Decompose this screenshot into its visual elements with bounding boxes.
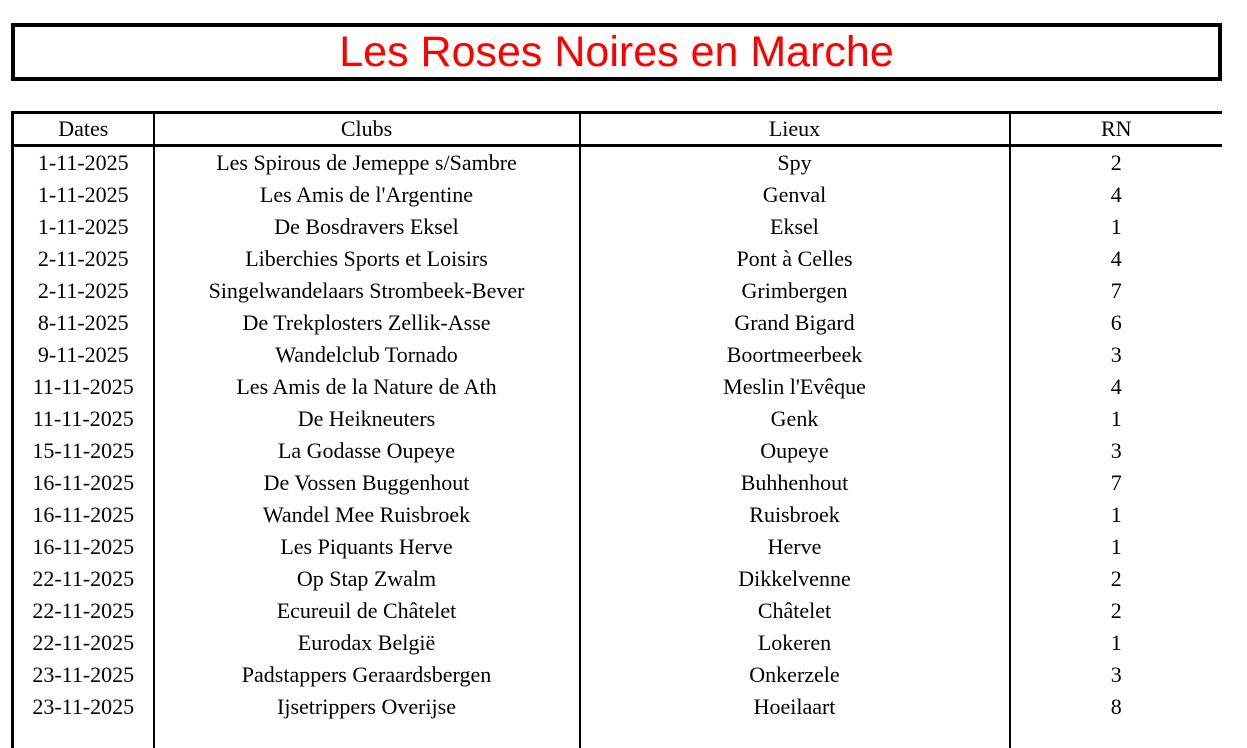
date-cell: 1-11-2025 <box>37 182 129 207</box>
date-cell: 22-11-2025 <box>32 598 135 623</box>
date-cell: 16-11-2025 <box>32 502 135 527</box>
table-header-row <box>13 113 1223 146</box>
table-row <box>13 627 1223 659</box>
club-cell: Ecureuil de Châtelet <box>154 595 580 627</box>
club-cell: Les Spirous de Jemeppe s/Sambre <box>154 146 580 180</box>
lieu-cell: Eksel <box>580 211 1010 243</box>
table-row <box>13 467 1223 499</box>
column-header-dates: Dates <box>13 113 154 146</box>
table-row <box>13 499 1223 531</box>
lieu-cell: Pont à Celles <box>580 243 1010 275</box>
rn-cell: 2 <box>1010 146 1223 180</box>
empty-lieu-cell <box>580 723 1010 748</box>
lieu-cell: Oupeye <box>580 435 1010 467</box>
lieu-cell: Onkerzele <box>580 659 1010 691</box>
club-cell: De Trekplosters Zellik-Asse <box>154 307 580 339</box>
table-row <box>13 563 1223 595</box>
table-row <box>13 146 1223 180</box>
rn-cell: 2 <box>1010 595 1223 627</box>
rn-cell: 4 <box>1010 179 1223 211</box>
table-row <box>13 435 1223 467</box>
lieu-cell: Boortmeerbeek <box>580 339 1010 371</box>
table-body <box>13 146 1223 724</box>
rn-cell: 2 <box>1010 563 1223 595</box>
empty-row <box>13 723 1223 748</box>
empty-date-cell <box>13 723 154 748</box>
table-row <box>13 307 1223 339</box>
column-header-rn: RN <box>1010 113 1223 146</box>
events-table-container <box>11 111 1222 748</box>
lieu-cell: Dikkelvenne <box>580 563 1010 595</box>
table-row <box>13 371 1223 403</box>
rn-cell: 1 <box>1010 211 1223 243</box>
title-banner <box>11 23 1222 81</box>
date-cell: 8-11-2025 <box>37 310 129 335</box>
club-cell: Ijsetrippers Overijse <box>154 691 580 723</box>
club-cell: Les Amis de l'Argentine <box>154 179 580 211</box>
empty-rn-cell <box>1010 723 1223 748</box>
rn-cell: 1 <box>1010 627 1223 659</box>
rn-cell: 4 <box>1010 243 1223 275</box>
rn-cell: 3 <box>1010 339 1223 371</box>
table-row <box>13 243 1223 275</box>
date-cell: 22-11-2025 <box>32 566 135 591</box>
lieu-cell: Lokeren <box>580 627 1010 659</box>
club-cell: Padstappers Geraardsbergen <box>154 659 580 691</box>
club-cell: Les Amis de la Nature de Ath <box>154 371 580 403</box>
table-row <box>13 531 1223 563</box>
date-cell: 11-11-2025 <box>32 374 134 399</box>
events-table <box>11 111 1222 748</box>
table-row <box>13 211 1223 243</box>
club-cell: Les Piquants Herve <box>154 531 580 563</box>
date-cell: 16-11-2025 <box>32 534 135 559</box>
club-cell: De Bosdravers Eksel <box>154 211 580 243</box>
rn-cell: 7 <box>1010 275 1223 307</box>
rn-cell: 4 <box>1010 371 1223 403</box>
date-cell: 1-11-2025 <box>37 150 129 175</box>
rn-cell: 6 <box>1010 307 1223 339</box>
lieu-cell: Buhhenhout <box>580 467 1010 499</box>
table-row <box>13 691 1223 723</box>
rn-cell: 1 <box>1010 531 1223 563</box>
rn-cell: 3 <box>1010 435 1223 467</box>
club-cell: Singelwandelaars Strombeek-Bever <box>154 275 580 307</box>
lieu-cell: Hoeilaart <box>580 691 1010 723</box>
club-cell: Liberchies Sports et Loisirs <box>154 243 580 275</box>
club-cell: Eurodax België <box>154 627 580 659</box>
lieu-cell: Spy <box>580 146 1010 180</box>
club-cell: Wandelclub Tornado <box>154 339 580 371</box>
lieu-cell: Grimbergen <box>580 275 1010 307</box>
lieu-cell: Meslin l'Evêque <box>580 371 1010 403</box>
lieu-cell: Ruisbroek <box>580 499 1010 531</box>
lieu-cell: Grand Bigard <box>580 307 1010 339</box>
table-row <box>13 403 1223 435</box>
date-cell: 1-11-2025 <box>37 214 129 239</box>
club-cell: Op Stap Zwalm <box>154 563 580 595</box>
date-cell: 16-11-2025 <box>32 470 135 495</box>
rn-cell: 1 <box>1010 403 1223 435</box>
club-cell: De Heikneuters <box>154 403 580 435</box>
date-cell: 2-11-2025 <box>37 278 129 303</box>
date-cell: 11-11-2025 <box>32 406 134 431</box>
table-row <box>13 275 1223 307</box>
lieu-cell: Genval <box>580 179 1010 211</box>
club-cell: La Godasse Oupeye <box>154 435 580 467</box>
date-cell: 15-11-2025 <box>32 438 135 463</box>
lieu-cell: Châtelet <box>580 595 1010 627</box>
date-cell: 22-11-2025 <box>32 630 135 655</box>
lieu-cell: Herve <box>580 531 1010 563</box>
column-header-lieux: Lieux <box>580 113 1010 146</box>
rn-cell: 1 <box>1010 499 1223 531</box>
club-cell: Wandel Mee Ruisbroek <box>154 499 580 531</box>
column-header-clubs: Clubs <box>154 113 580 146</box>
rn-cell: 8 <box>1010 691 1223 723</box>
rn-cell: 3 <box>1010 659 1223 691</box>
date-cell: 2-11-2025 <box>37 246 129 271</box>
table-row <box>13 339 1223 371</box>
table-row <box>13 659 1223 691</box>
empty-club-cell <box>154 723 580 748</box>
document-title: Les Roses Noires en Marche <box>339 27 894 76</box>
date-cell: 23-11-2025 <box>32 694 135 719</box>
date-cell: 9-11-2025 <box>37 342 129 367</box>
rn-cell: 7 <box>1010 467 1223 499</box>
table-row <box>13 179 1223 211</box>
date-cell: 23-11-2025 <box>32 662 135 687</box>
club-cell: De Vossen Buggenhout <box>154 467 580 499</box>
lieu-cell: Genk <box>580 403 1010 435</box>
table-row <box>13 595 1223 627</box>
